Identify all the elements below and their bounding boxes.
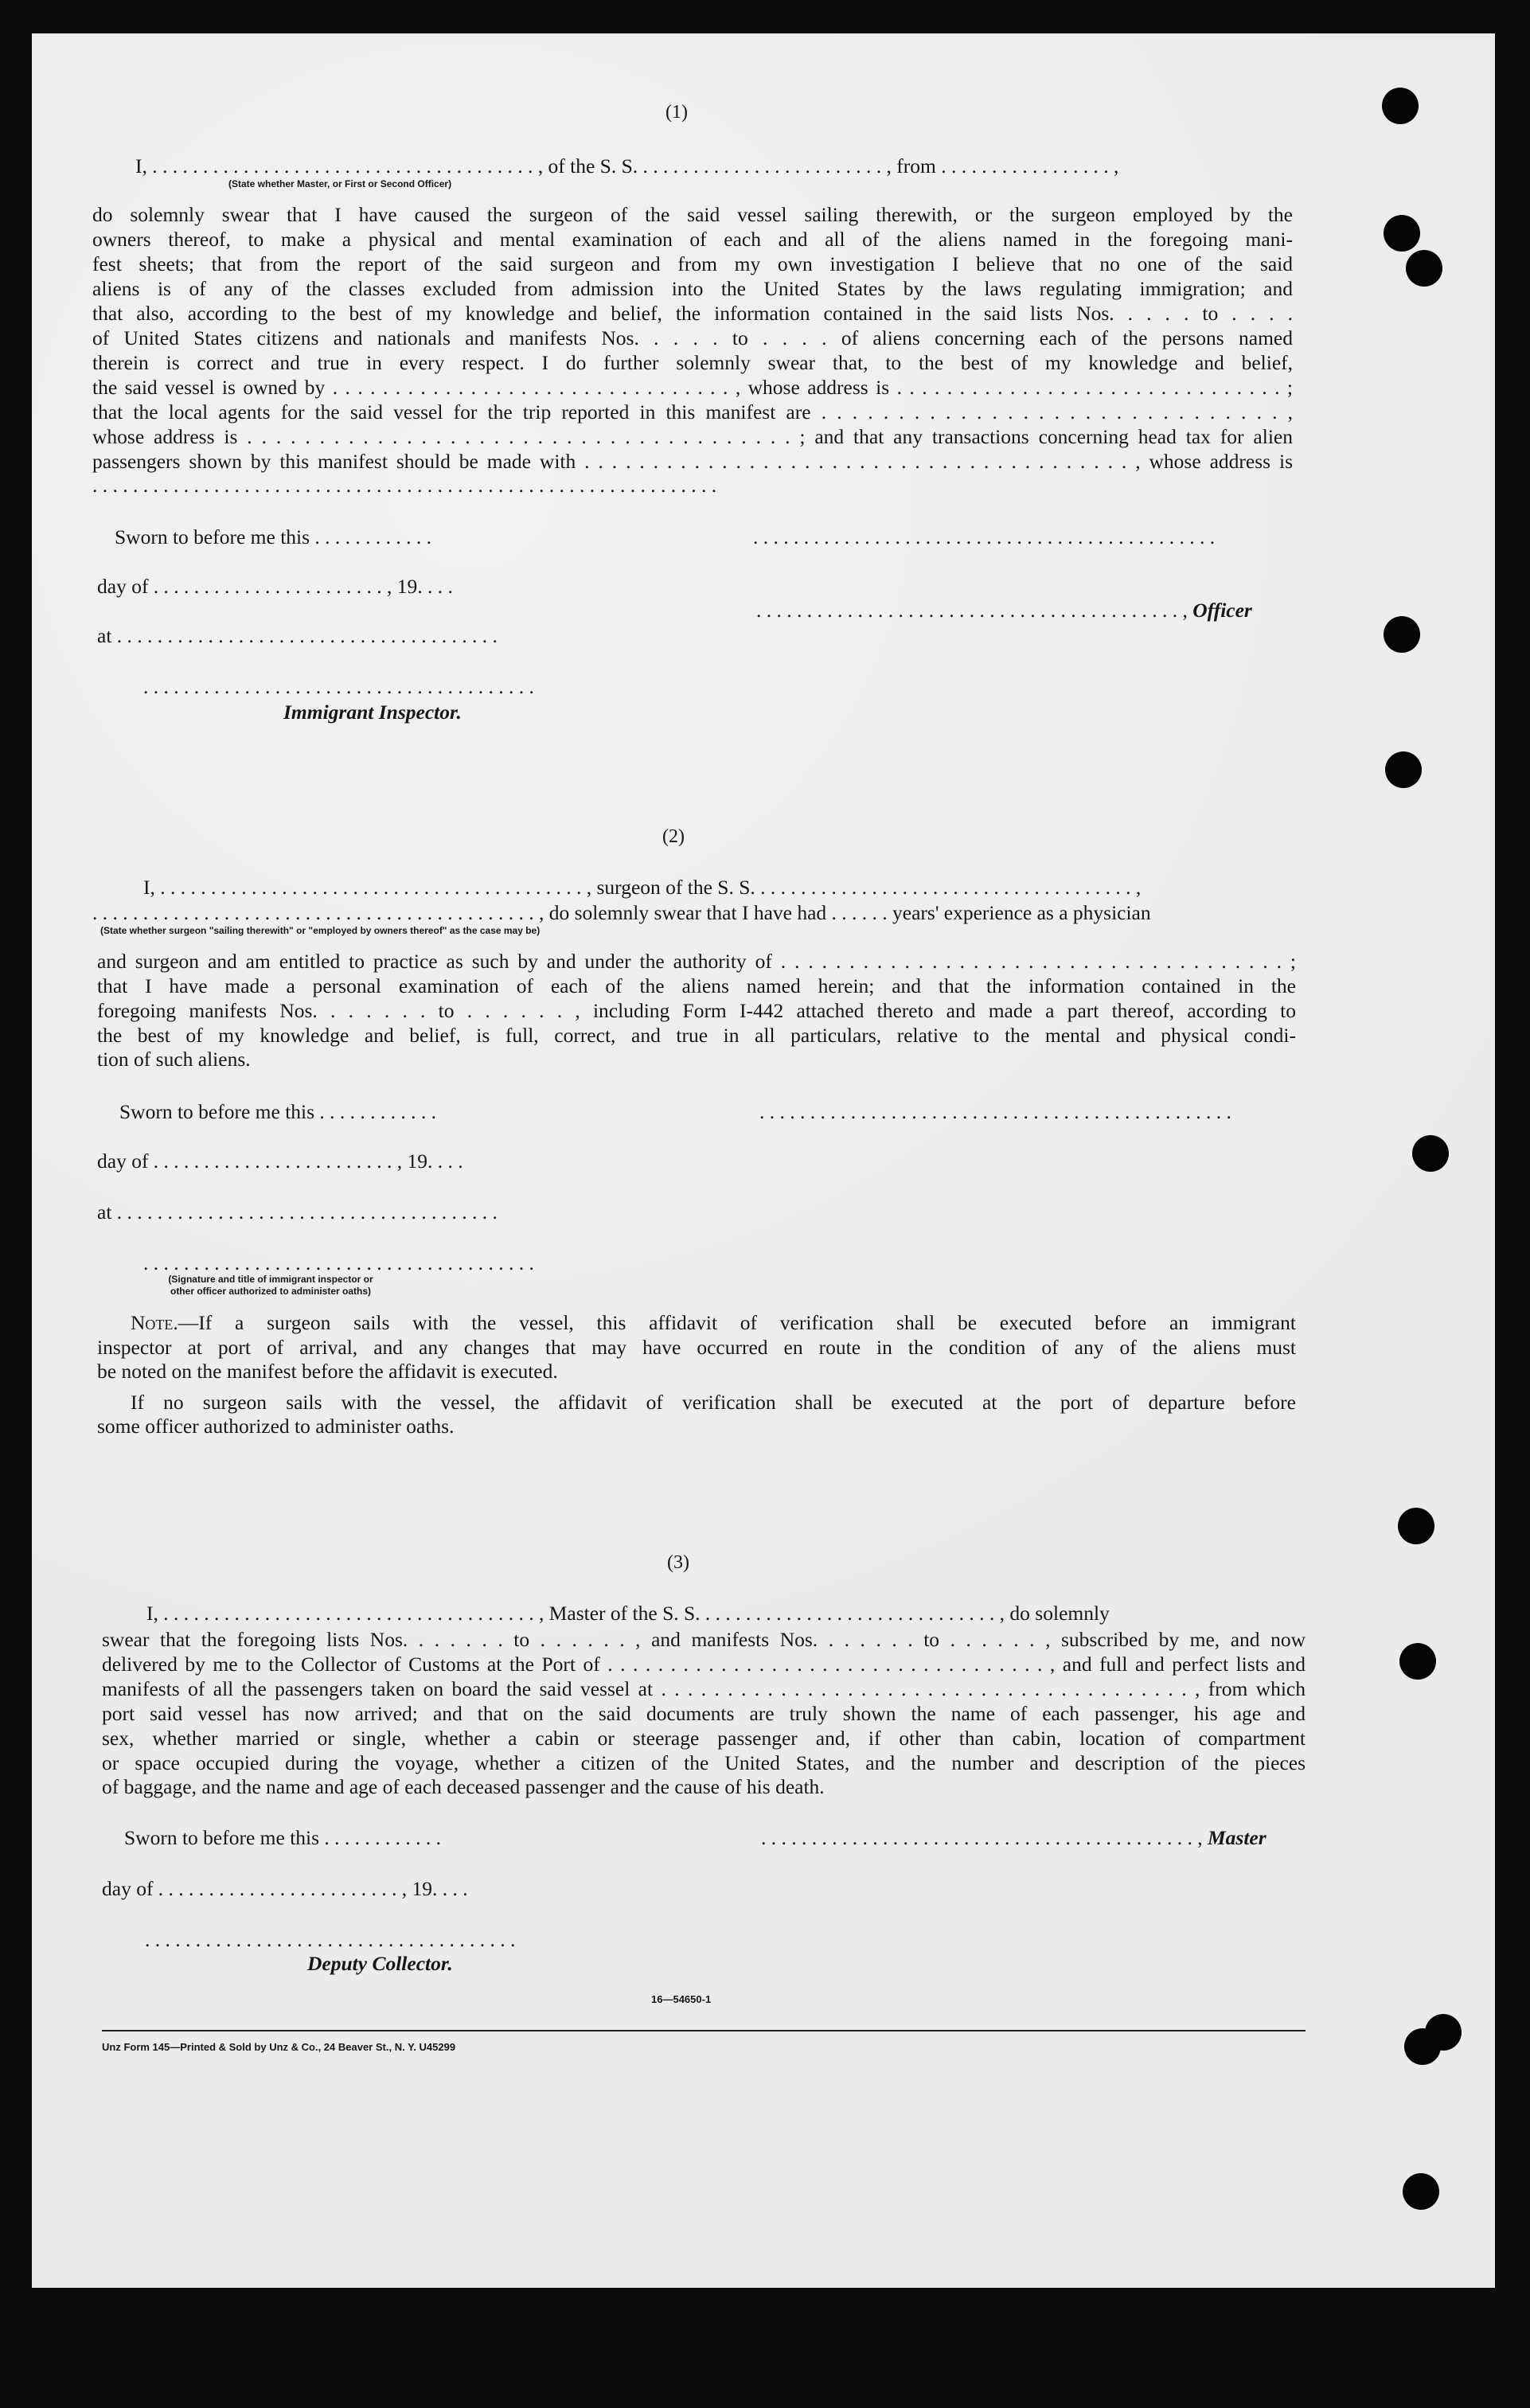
section-1-para-line: aliens is of any of the classes excluded from admission into the United States by the laws regulating immigration; and bbox=[92, 277, 1293, 300]
section-3-master-line bbox=[761, 1826, 1267, 1850]
section-2-inspector-signature: . . . . . . . . . . . . . . . . . . . . . . . . . . . . . . . . . . . . . . . bbox=[143, 1251, 534, 1274]
section-1-at-line: at . . . . . . . . . . . . . . . . . . . . . . . . . . . . . . . . . . . . . . bbox=[97, 624, 498, 647]
footer-rule bbox=[102, 2030, 1306, 2031]
punch-hole-icon bbox=[1403, 2173, 1439, 2210]
section-2-note-tail: be noted on the manifest before the affidavit is executed. bbox=[97, 1360, 558, 1383]
punch-hole-icon bbox=[1382, 88, 1419, 124]
punch-hole-icon bbox=[1399, 1643, 1436, 1680]
section-2-sworn-line: Sworn to before me this . . . . . . . . . . . . bbox=[119, 1100, 437, 1123]
section-2-day-of-line: day of . . . . . . . . . . . . . . . . . . . . . . . . , 19. . . . bbox=[97, 1149, 463, 1173]
section-2-para-line: foregoing manifests Nos. . . . . . . to . . . . . . , including Form I-442 attached thereto and made a part thereof, according to bbox=[97, 999, 1296, 1022]
section-2-oath-line-2: . . . . . . . . . . . . . . . . . . . . . . . . . . . . . . . . . . . . . . . . . . . . , do solemnly swear that I have had . . . . . . years' experience as a physician bbox=[92, 901, 1151, 924]
section-3-para-tail: of baggage, and the name and age of each deceased passenger and the cause of his death. bbox=[102, 1775, 825, 1798]
section-1-para-line: do solemnly swear that I have caused the surgeon of the said vessel sailing therewith, or the surgeon employed by the bbox=[92, 203, 1293, 226]
section-1-inspector-label: Immigrant Inspector. bbox=[283, 701, 462, 724]
section-1-sworn-line: Sworn to before me this . . . . . . . . . . . . bbox=[115, 525, 432, 548]
punch-hole-icon bbox=[1384, 215, 1420, 252]
section-2-note2-text: If no surgeon sails with the vessel, the affidavit of verification shall be executed at the port of departure before bbox=[131, 1391, 1296, 1414]
section-1-para-line: owners thereof, to make a physical and mental examination of each and all of the aliens named in the foregoing mani- bbox=[92, 228, 1293, 251]
section-1-para-line: that also, according to the best of my knowledge and belief, the information contained in the said lists Nos. . . . . to . . . . bbox=[92, 302, 1293, 325]
section-3-master-dots: . . . . . . . . . . . . . . . . . . . . . . . . . . . . . . . . . . . . . . . . . . . , bbox=[761, 1826, 1203, 1849]
punch-hole-icon bbox=[1425, 2014, 1462, 2051]
section-3-master-label: Master bbox=[1208, 1826, 1267, 1849]
section-3-deputy-label: Deputy Collector. bbox=[307, 1952, 453, 1975]
section-3-oath-line: I, . . . . . . . . . . . . . . . . . . . . . . . . . . . . . . . . . . . . . , Master of the S. S. . . . . . . . . . . . . . . . . . . . . . . . . . . . . . , do solemnly bbox=[146, 1602, 1110, 1625]
section-3-day-of-line: day of . . . . . . . . . . . . . . . . . . . . . . . . , 19. . . . bbox=[102, 1877, 468, 1900]
section-2-note-line bbox=[97, 1310, 1296, 1335]
section-1-officer-label: Officer bbox=[1192, 599, 1252, 622]
punch-hole-icon bbox=[1412, 1135, 1449, 1172]
section-1-officer-caption: (State whether Master, or First or Second Officer) bbox=[228, 178, 452, 189]
section-3-number: (3) bbox=[667, 1552, 689, 1573]
section-2-signature-line: . . . . . . . . . . . . . . . . . . . . . . . . . . . . . . . . . . . . . . . . . . . . . . . bbox=[759, 1100, 1231, 1123]
section-1-number: (1) bbox=[665, 102, 688, 123]
section-2-inspector-caption bbox=[135, 1274, 406, 1298]
section-1-para-line: the said vessel is owned by . . . . . . . . . . . . . . . . . . . . . . . . . . . . . . . . , whose address is . . . . . . . . . . . . . . . . . . . . . . . . . . . . . . . ; bbox=[92, 376, 1293, 399]
section-3-para-line: sex, whether married or single, whether a cabin or steerage passenger and, if other than cabin, location of compartment bbox=[102, 1727, 1306, 1750]
manifest-back-page bbox=[32, 33, 1495, 2288]
section-3-para-line: delivered by me to the Collector of Customs at the Port of . . . . . . . . . . . . . . . . . . . . . . . . . . . . . . . . . . . , and full and perfect lists and bbox=[102, 1653, 1306, 1676]
section-2-note-text: —If a surgeon sails with the vessel, this affidavit of verification shall be executed before an immigrant bbox=[178, 1311, 1296, 1334]
section-2-para-line: the best of my knowledge and belief, is full, correct, and true in all particulars, relative to the mental and physical condi- bbox=[97, 1024, 1296, 1047]
punch-hole-icon bbox=[1385, 751, 1422, 788]
section-2-oath-line-1: I, . . . . . . . . . . . . . . . . . . . . . . . . . . . . . . . . . . . . . . . . . . , surgeon of the S. S. . . . . . . . . . . . . . . . . . . . . . . . . . . . . . . . . . . . . . , bbox=[143, 876, 1142, 899]
printer-imprint: Unz Form 145—Printed & Sold by Unz & Co., 24 Beaver St., N. Y. U45299 bbox=[102, 2041, 456, 2053]
section-2-note-label: Note. bbox=[131, 1311, 178, 1334]
section-1-para-line: fest sheets; that from the report of the said surgeon and from my own investigation I believe that no one of the said bbox=[92, 252, 1293, 275]
section-2-at-line: at . . . . . . . . . . . . . . . . . . . . . . . . . . . . . . . . . . . . . . bbox=[97, 1200, 498, 1224]
section-1-signature-line: . . . . . . . . . . . . . . . . . . . . . . . . . . . . . . . . . . . . . . . . . . . . . . bbox=[753, 525, 1216, 548]
punch-hole-icon bbox=[1384, 616, 1420, 653]
section-2-caption-line: (Signature and title of immigrant inspector or bbox=[168, 1274, 373, 1285]
section-1-inspector-signature: . . . . . . . . . . . . . . . . . . . . . . . . . . . . . . . . . . . . . . . bbox=[143, 675, 534, 698]
section-1-day-of-line: day of . . . . . . . . . . . . . . . . . . . . . . . , 19. . . . bbox=[97, 575, 453, 598]
section-2-surgeon-caption: (State whether surgeon "sailing therewith" or "employed by owners thereof" as the case may be) bbox=[100, 925, 541, 936]
section-2-note-line: inspector at port of arrival, and any changes that may have occurred en route in the condition of any of the aliens must bbox=[97, 1336, 1296, 1359]
section-1-officer-line bbox=[756, 599, 1252, 622]
section-1-para-line: therein is correct and true in every respect. I do further solemnly swear that, to the best of my knowledge and belief, bbox=[92, 351, 1293, 374]
section-2-note2-line bbox=[97, 1390, 1296, 1415]
section-3-sworn-line: Sworn to before me this . . . . . . . . . . . . bbox=[124, 1826, 442, 1849]
section-3-para-line: swear that the foregoing lists Nos. . . . . . . to . . . . . . , and manifests Nos. . . . . . . to . . . . . . , subscribed by me, and now bbox=[102, 1628, 1306, 1651]
section-1-officer-dots: . . . . . . . . . . . . . . . . . . . . . . . . . . . . . . . . . . . . . . . . . . , bbox=[756, 599, 1188, 622]
section-1-para-line: of United States citizens and nationals and manifests Nos. . . . . to . . . . of aliens concerning each of the persons named bbox=[92, 326, 1293, 349]
section-3-deputy-signature: . . . . . . . . . . . . . . . . . . . . . . . . . . . . . . . . . . . . . bbox=[145, 1928, 516, 1951]
section-2-caption-line: other officer authorized to administer oaths) bbox=[170, 1286, 372, 1297]
section-2-note2-tail: some officer authorized to administer oaths. bbox=[97, 1415, 455, 1438]
section-1-oath-line: I, . . . . . . . . . . . . . . . . . . . . . . . . . . . . . . . . . . . . . . , of the S. S. . . . . . . . . . . . . . . . . . . . . . . . . , from . . . . . . . . . . . . . . . . . , bbox=[135, 154, 1119, 178]
punch-hole-icon bbox=[1398, 1508, 1434, 1544]
section-1-para-line: passengers shown by this manifest should be made with . . . . . . . . . . . . . . . . . . . . . . . . . . . . . . . . . . . . . . . . , whose address is bbox=[92, 450, 1293, 473]
section-2-para-tail: tion of such aliens. bbox=[97, 1048, 251, 1071]
section-3-para-line: or space occupied during the voyage, whether a citizen of the United States, and the number and description of the pieces bbox=[102, 1751, 1306, 1774]
section-1-para-tail: . . . . . . . . . . . . . . . . . . . . . . . . . . . . . . . . . . . . . . . . . . . . . . . . . . . . . . . . . . . . . . bbox=[92, 474, 717, 497]
section-1-para-line: whose address is . . . . . . . . . . . . . . . . . . . . . . . . . . . . . . . . . . . . . . ; and that any transactions concerning head tax for alien bbox=[92, 425, 1293, 448]
section-2-number: (2) bbox=[662, 826, 685, 847]
section-2-para-line: that I have made a personal examination of each of the aliens named herein; and that the information contained in the bbox=[97, 974, 1296, 997]
section-3-para-line: port said vessel has now arrived; and that on the said documents are truly shown the name of each passenger, his age and bbox=[102, 1702, 1306, 1725]
section-1-para-line: that the local agents for the said vessel for the trip reported in this manifest are . . . . . . . . . . . . . . . . . . . . . . . . . . . . . . , bbox=[92, 400, 1293, 423]
form-code: 16—54650-1 bbox=[651, 1993, 712, 2005]
punch-hole-icon bbox=[1406, 250, 1442, 287]
section-2-para-line: and surgeon and am entitled to practice as such by and under the authority of . . . . . . . . . . . . . . . . . . . . . . . . . . . . . . . . . . . . . ; bbox=[97, 950, 1296, 973]
section-3-para-line: manifests of all the passengers taken on board the said vessel at . . . . . . . . . . . . . . . . . . . . . . . . . . . . . . . . . . . . . . . . , from which bbox=[102, 1677, 1306, 1700]
